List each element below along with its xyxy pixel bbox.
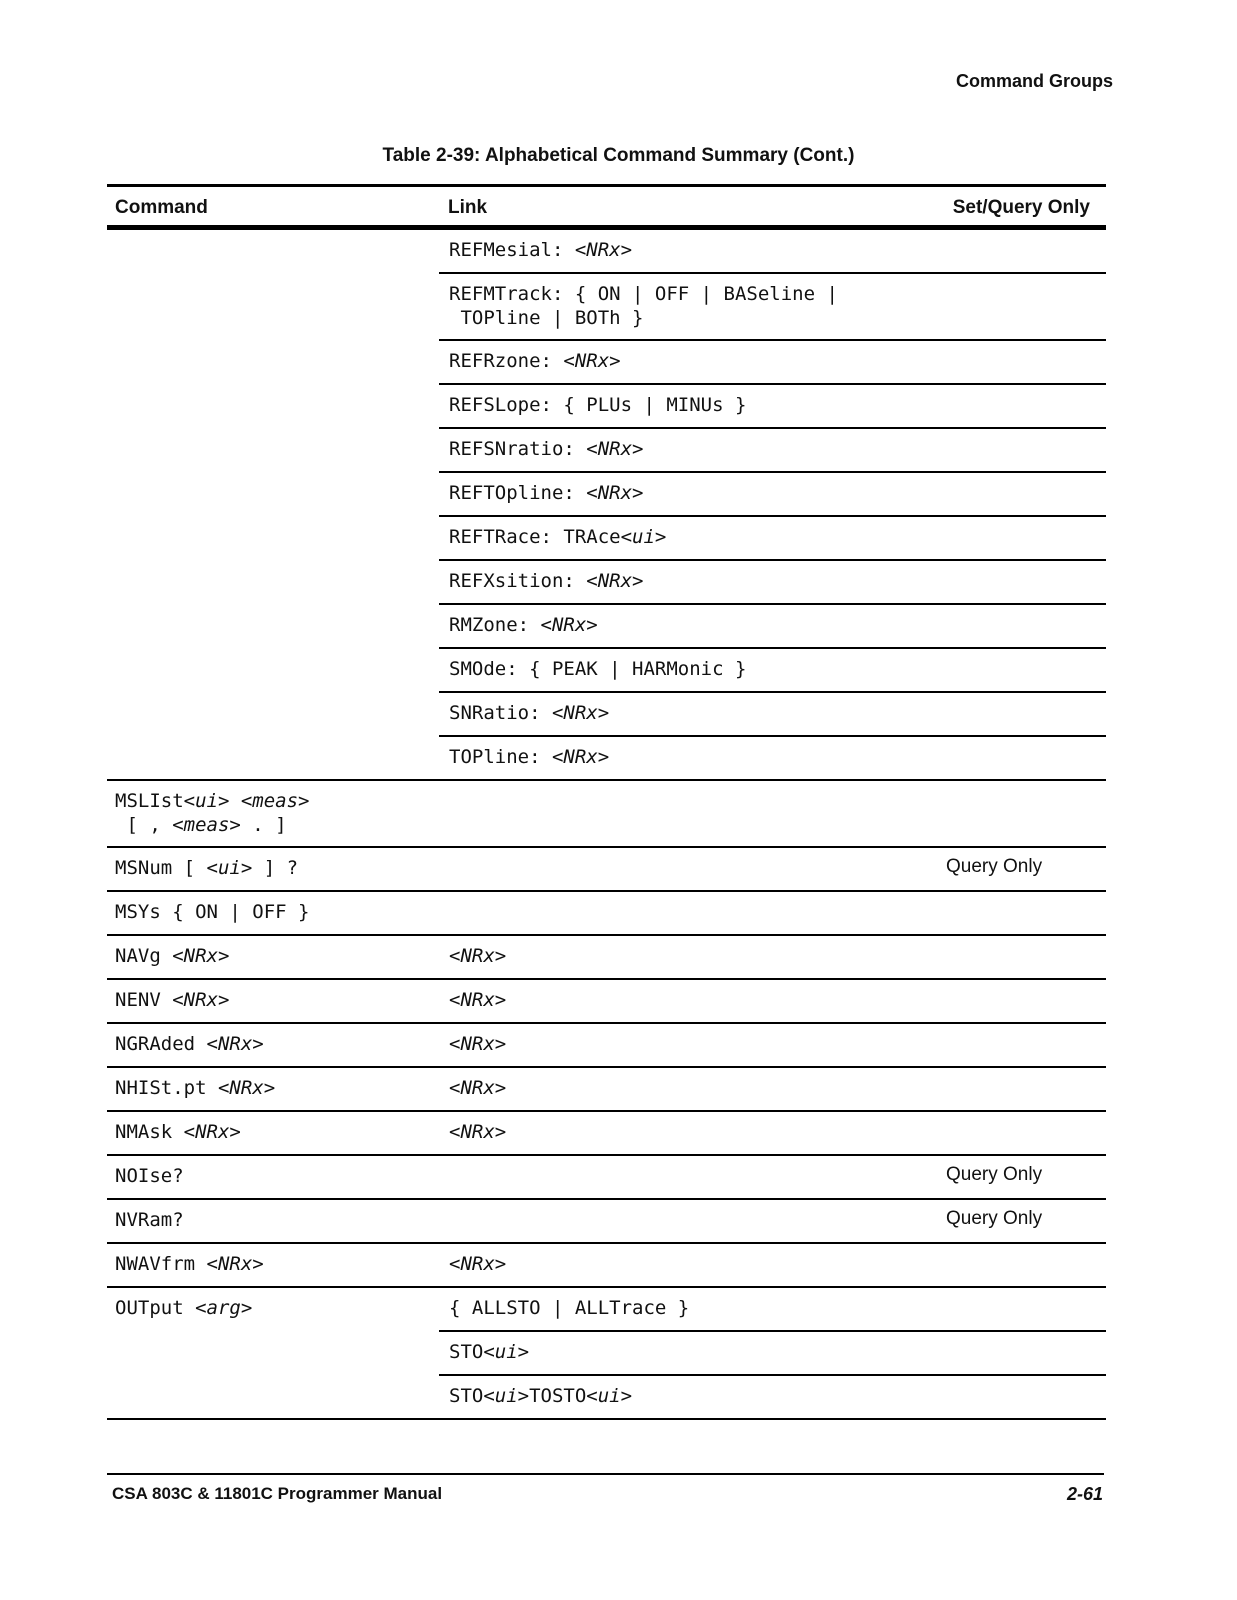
command-cell: NMAsk <NRx> (115, 1121, 241, 1143)
link-cell: REFSNratio: <NRx> (449, 438, 644, 460)
table-row (107, 1024, 1106, 1066)
command-cell: MSYs { ON | OFF } (115, 901, 310, 923)
link-cell: SNRatio: <NRx> (449, 702, 610, 724)
set-query-cell (941, 1068, 1106, 1076)
table-row (107, 517, 1106, 559)
table-row (107, 848, 1106, 890)
command-cell (107, 517, 441, 525)
table-row (107, 1332, 1106, 1374)
command-cell (107, 649, 441, 657)
table-row (107, 429, 1106, 471)
table-header-row (107, 187, 1106, 225)
table-row (107, 1200, 1106, 1242)
link-cell: REFTOpline: <NRx> (449, 482, 644, 504)
set-query-cell (941, 737, 1106, 745)
command-cell (107, 1376, 441, 1384)
command-cell: NENV <NRx> (115, 989, 230, 1011)
set-query-cell (941, 1288, 1106, 1296)
table-row (107, 1068, 1106, 1110)
set-query-cell (941, 274, 1106, 282)
command-cell: NVRam? (115, 1209, 184, 1231)
set-query-cell: Query Only (946, 1208, 1043, 1229)
set-query-cell: Query Only (946, 1164, 1043, 1185)
set-query-cell (941, 980, 1106, 988)
set-query-cell (941, 1376, 1106, 1384)
command-cell (107, 605, 441, 613)
table-row (107, 781, 1106, 846)
set-query-cell (941, 1332, 1106, 1340)
link-cell: <NRx> (449, 945, 507, 967)
table-row (107, 385, 1106, 427)
table-row (107, 1376, 1106, 1418)
set-query-cell (941, 517, 1106, 525)
footer-manual-title: CSA 803C & 11801C Programmer Manual (112, 1484, 443, 1503)
link-cell: REFMesial: <NRx> (449, 239, 633, 261)
link-cell: <NRx> (449, 1121, 507, 1143)
link-cell: { ALLSTO | ALLTrace } (449, 1297, 690, 1319)
page-number: 2-61 (1066, 1484, 1103, 1504)
link-cell: REFSLope: { PLUs | MINUs } (449, 394, 747, 416)
table-title: Table 2-39: Alphabetical Command Summary (Cont.) (382, 145, 855, 166)
command-cell (107, 341, 441, 349)
link-cell: SMOde: { PEAK | HARMonic } (449, 658, 747, 680)
link-cell (441, 781, 941, 789)
table-body (107, 230, 1106, 1420)
column-header-link: Link (448, 197, 488, 218)
link-cell: REFTRace: TRAce<ui> (449, 526, 667, 548)
table-row (107, 605, 1106, 647)
command-cell: NAVg <NRx> (115, 945, 230, 967)
column-header-command: Command (115, 197, 208, 218)
footer-rule (107, 1473, 1104, 1475)
table-row (107, 274, 1106, 339)
table-row (107, 693, 1106, 735)
table-row (107, 980, 1106, 1022)
table-row (107, 936, 1106, 978)
set-query-cell: Query Only (946, 856, 1043, 877)
link-cell (441, 892, 941, 900)
command-cell (107, 737, 441, 745)
set-query-cell (941, 649, 1106, 657)
set-query-cell (941, 1244, 1106, 1252)
link-cell: REFMTrack: { ON | OFF | BASeline | TOPline | BOTh } (449, 283, 838, 329)
table-row (107, 649, 1106, 691)
link-cell: TOPline: <NRx> (449, 746, 610, 768)
table-row (107, 737, 1106, 779)
command-cell: MSNum [ <ui> ] ? (115, 857, 299, 879)
command-cell (107, 693, 441, 701)
command-cell (107, 429, 441, 437)
set-query-cell (941, 781, 1106, 789)
command-cell: OUTput <arg> (115, 1297, 253, 1319)
table-row (107, 473, 1106, 515)
set-query-cell (941, 936, 1106, 944)
table-row (107, 1288, 1106, 1330)
link-cell (441, 1156, 941, 1164)
command-summary-table (107, 184, 1106, 1420)
table-row (107, 1112, 1106, 1154)
table-row (107, 561, 1106, 603)
set-query-cell (941, 230, 1106, 238)
link-cell: STO<ui> (449, 1341, 530, 1363)
command-cell: MSLIst<ui> <meas> [ , <meas> . ] (115, 790, 310, 836)
link-cell: <NRx> (449, 1077, 507, 1099)
table-row (107, 892, 1106, 934)
link-cell: STO<ui>TOSTO<ui> (449, 1385, 633, 1407)
set-query-cell (941, 429, 1106, 437)
command-cell: NOIse? (115, 1165, 184, 1187)
link-cell: <NRx> (449, 989, 507, 1011)
link-cell: <NRx> (449, 1033, 507, 1055)
set-query-cell (941, 385, 1106, 393)
command-cell (107, 385, 441, 393)
set-query-cell (941, 892, 1106, 900)
link-cell (441, 1200, 941, 1208)
running-header: Command Groups (955, 71, 1113, 91)
set-query-cell (941, 693, 1106, 701)
link-cell: REFXsition: <NRx> (449, 570, 644, 592)
set-query-cell (941, 341, 1106, 349)
table-row (107, 1244, 1106, 1286)
link-cell (441, 848, 941, 856)
command-cell (107, 230, 441, 238)
set-query-cell (941, 1112, 1106, 1120)
link-cell: RMZone: <NRx> (449, 614, 598, 636)
set-query-cell (941, 605, 1106, 613)
command-cell (107, 473, 441, 481)
command-cell: NGRAded <NRx> (115, 1033, 264, 1055)
set-query-cell (941, 561, 1106, 569)
set-query-cell (941, 473, 1106, 481)
command-cell (107, 561, 441, 569)
link-cell: <NRx> (449, 1253, 507, 1275)
row-divider (107, 1418, 1106, 1420)
column-header-set-query: Set/Query Only (952, 197, 1090, 218)
table-row (107, 341, 1106, 383)
table-row (107, 1156, 1106, 1198)
command-cell (107, 274, 441, 282)
command-cell: NHISt.pt <NRx> (115, 1077, 276, 1099)
command-cell: NWAVfrm <NRx> (115, 1253, 264, 1275)
table-row (107, 230, 1106, 272)
command-cell (107, 1332, 441, 1340)
set-query-cell (941, 1024, 1106, 1032)
link-cell: REFRzone: <NRx> (449, 350, 621, 372)
